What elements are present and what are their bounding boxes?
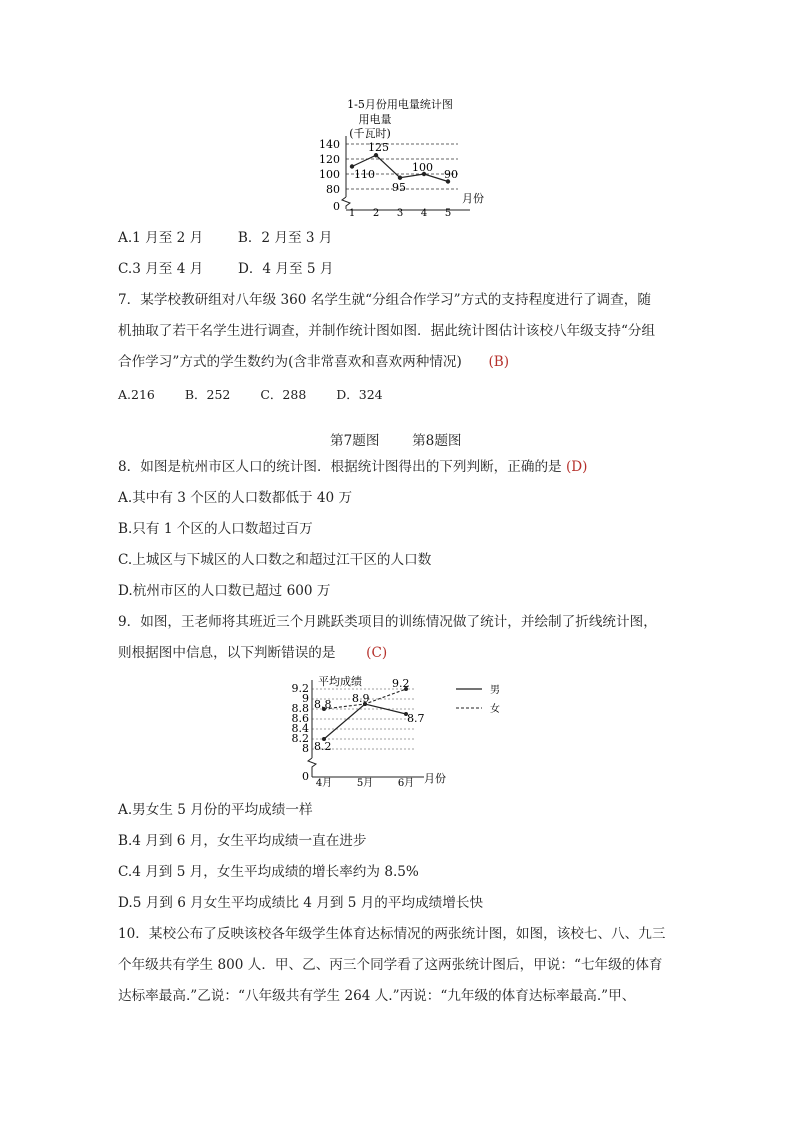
q8-option-b: B.只有 1 个区的人口数超过百万 [118, 521, 313, 537]
x-tick-label: 4月 [315, 778, 333, 789]
y-tick-label: 8.6 [291, 712, 309, 725]
x-tick-label: 2 [372, 208, 380, 218]
q6-option-d: D．4 月至 5 月 [237, 261, 334, 277]
y-axis-unit: (千瓦时) [349, 127, 391, 140]
legend-male-label: 男 [490, 685, 500, 696]
y-tick-label: 8 [302, 742, 309, 755]
q9-option-b: B.4 月到 6 月，女生平均成绩一直在进步 [118, 833, 367, 849]
x-tick-label: 5 [444, 208, 452, 218]
data-point [398, 176, 402, 180]
y-tick-label: 0 [302, 770, 309, 783]
data-label: 9.2 [392, 677, 410, 690]
data-label: 125 [368, 141, 389, 154]
data-label: 8.9 [352, 692, 370, 705]
q9-option-c: C.4 月到 5 月，女生平均成绩的增长率约为 8.5% [118, 864, 419, 880]
q7-options [118, 386, 383, 404]
q9-stem-line: 则根据图中信息，以下判断错误的是 (C) [118, 645, 388, 661]
y-tick-label: 80 [326, 183, 340, 196]
data-label: 95 [392, 181, 406, 194]
q7-answer: (B) [488, 354, 510, 370]
data-label: 110 [354, 168, 375, 181]
q9-answer: (C) [366, 645, 388, 661]
x-tick-label: 5月 [356, 778, 374, 789]
y-tick-label: 8.4 [291, 722, 309, 735]
y-tick-label: 100 [319, 168, 340, 181]
q9-stem-line: 9．如图，王老师将其班近三个月跳跃类项目的训练情况做了统计，并绘制了折线统计图， [118, 614, 657, 630]
q8-answer: (D) [565, 459, 588, 475]
data-label: 8.7 [407, 712, 425, 725]
y-tick-label: 9 [302, 692, 309, 705]
q10-stem-line: 达标率最高.”乙说：“八年级共有学生 264 人.”丙说：“九年级的体育达标率最高.”甲、 [118, 988, 636, 1004]
axis-break [308, 758, 316, 777]
y-axis-label: 用电量 [358, 113, 392, 126]
q9-option-a: A.男女生 5 月份的平均成绩一样 [118, 802, 313, 818]
y-tick-label: 8.2 [291, 732, 309, 745]
q7-option-a: A.216 [118, 387, 155, 402]
q7-option-d: D．324 [336, 387, 383, 402]
y-tick-label: 0 [333, 200, 340, 213]
y-tick-label: 140 [319, 138, 340, 151]
y-tick-label: 8.8 [291, 702, 309, 715]
electricity-line-chart [300, 92, 500, 218]
y-axis-label: 平均成绩 [318, 675, 362, 688]
q7-option-b: B．252 [184, 387, 231, 402]
q6-options-row1 [118, 229, 332, 247]
q9-option-d: D.5 月到 6 月女生平均成绩比 4 月到 5 月的平均成绩增长快 [118, 895, 484, 911]
figure-captions [330, 429, 462, 449]
q7-stem-line: 7．某学校教研组对八年级 360 名学生就“分组合作学习”方式的支持程度进行了调查，随 [118, 292, 651, 308]
x-tick-label: 3 [396, 208, 404, 218]
chart-title: 1-5月份用电量统计图 [347, 98, 453, 111]
figure-caption-q8: 第8题图 [412, 433, 462, 449]
x-tick-label: 4 [420, 208, 428, 218]
q6-option-b: B．2 月至 3 月 [237, 230, 333, 246]
q10-stem-line: 10．某校公布了反映该校各年级学生体育达标情况的两张统计图，如图，该校七、八、九三 [118, 926, 666, 942]
data-label: 90 [444, 168, 458, 181]
q8-option-a: A.其中有 3 个区的人口数都低于 40 万 [118, 490, 353, 506]
x-tick-label: 6月 [397, 778, 415, 789]
x-tick-label: 1 [348, 208, 356, 218]
q6-options-row2 [118, 260, 333, 278]
q7-stem-line: 合作学习”方式的学生数约为(含非常喜欢和喜欢两种情况) (B) [118, 354, 510, 370]
q8-option-c: C.上城区与下城区的人口数之和超过江干区的人口数 [118, 552, 432, 568]
q10-stem-line: 个年级共有学生 800 人．甲、乙、丙三个同学看了这两张统计图后，甲说：“七年级的体育 [118, 957, 663, 973]
legend-female-label: 女 [490, 704, 500, 715]
q8-stem: 8．如图是杭州市区人口的统计图．根据统计图得出的下列判断，正确的是 (D) [118, 459, 588, 475]
data-label: 8.2 [314, 740, 332, 753]
q7-option-c: C．288 [260, 387, 307, 402]
q6-option-a: A.1 月至 2 月 [118, 230, 204, 246]
q7-stem-line: 机抽取了若干名学生进行调查，并制作统计图如图．据此统计图估计该校八年级支持“分组 [118, 323, 656, 339]
figure-caption-q7: 第7题图 [330, 433, 380, 449]
q8-option-d: D.杭州市区的人口数已超过 600 万 [118, 583, 331, 599]
x-axis-label: 月份 [424, 772, 446, 785]
score-line-chart [284, 672, 524, 796]
x-axis-label: 月份 [462, 192, 484, 205]
q6-option-c: C.3 月至 4 月 [118, 261, 204, 277]
data-label: 100 [412, 161, 433, 174]
y-tick-label: 9.2 [291, 682, 309, 695]
data-label: 8.8 [314, 698, 332, 711]
y-tick-label: 120 [319, 153, 340, 166]
